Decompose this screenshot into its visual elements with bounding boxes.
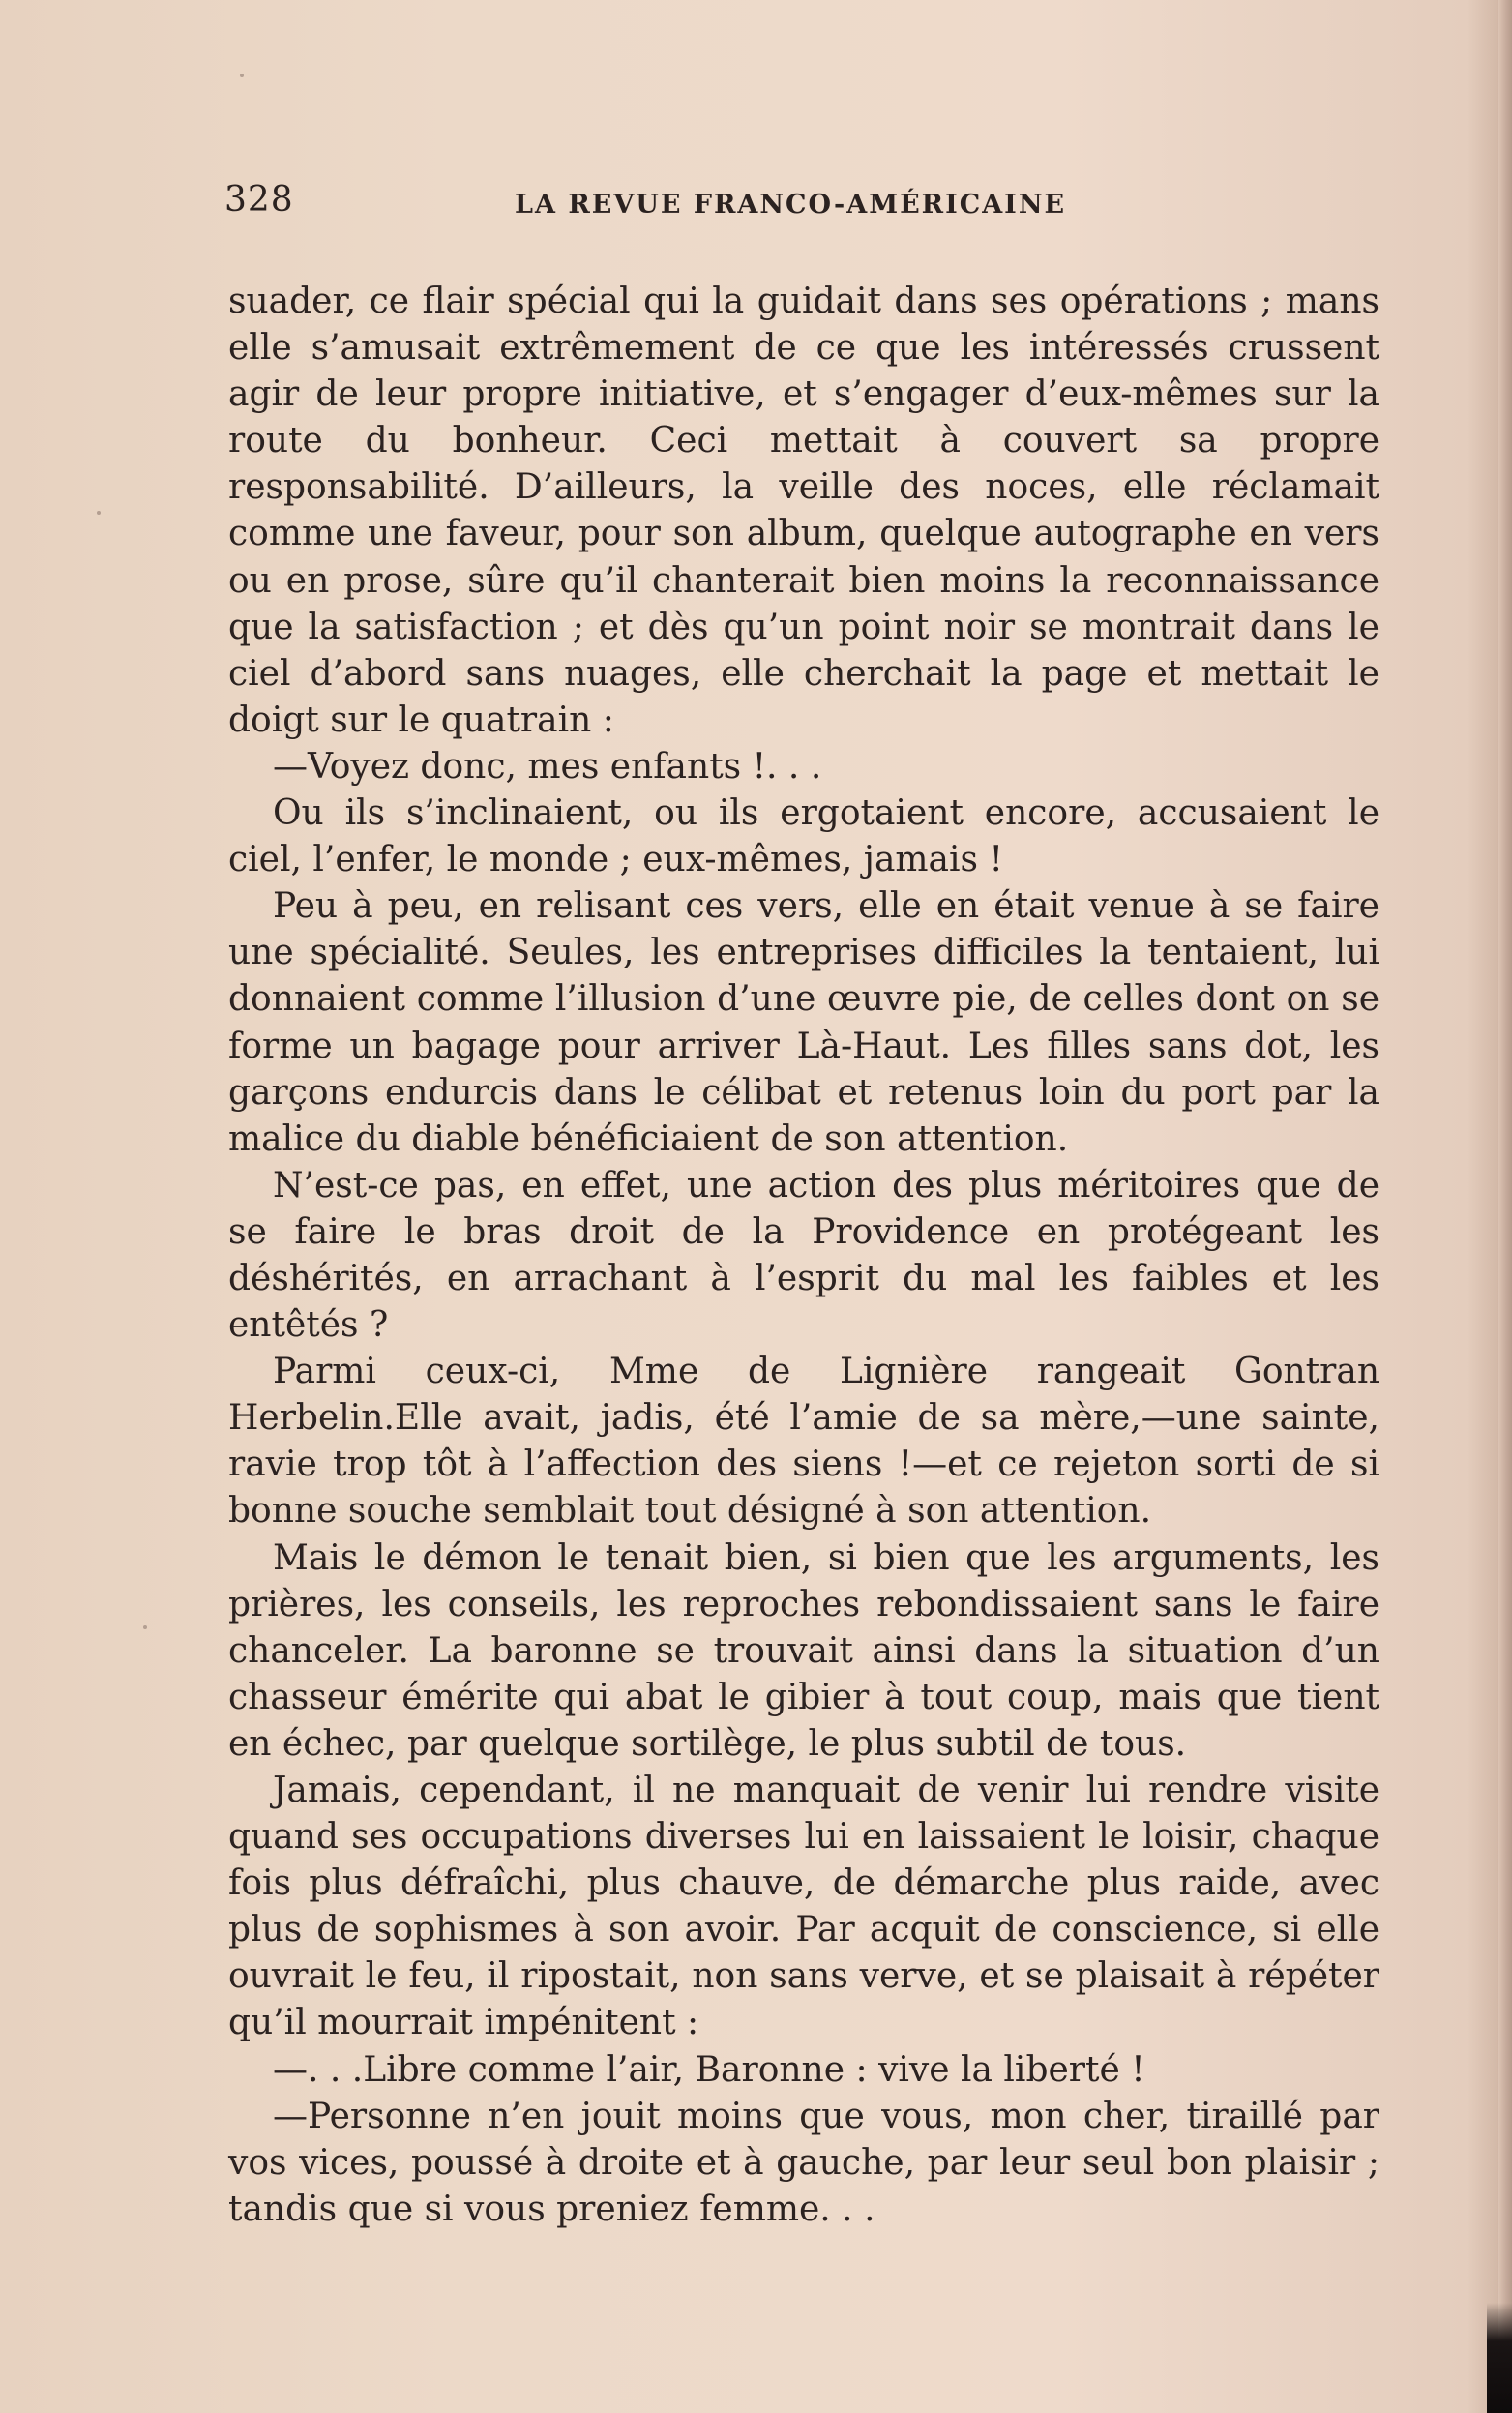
paragraph: Parmi ceux-ci, Mme de Lignière rangeait Gontran Herbelin.Elle avait, jadis, été l’amie de sa mère,—une sainte, ravie trop tôt à l’affection des siens !—et ce rejeton sorti de si bonne souche semblait tout désigné à son attention.: [228, 1352, 1379, 1532]
running-title: LA REVUE FRANCO-AMÉRICAINE: [515, 190, 1067, 220]
page-number: 328: [224, 180, 294, 220]
paragraph: Mais le démon le tenait bien, si bien que les arguments, les prières, les conseils, les reproches rebondissaient sans le faire chanceler. La baronne se trouvait ainsi dans la situation d’un chasseur émérite qui abat le gibier à tout coup, mais que tient en échec, par quelque sortilège, le plus subtil de tous.: [228, 1537, 1379, 1764]
paper-speck: [143, 1625, 147, 1629]
page-header: [224, 180, 1074, 234]
paragraph: Ou ils s’inclinaient, ou ils ergotaient encore, accusaient le ciel, l’enfer, le monde ; eux-mêmes, jamais !: [228, 793, 1379, 880]
page-corner-shadow: [1487, 2303, 1512, 2413]
paragraph: suader, ce flair spécial qui la guidait dans ses opérations ; mans elle s’amusait extrêmement de ce que les intéressés crussent agir de leur propre initiative, et s’engager d’eux-mêmes sur la route du bonheur. Ceci mettait à couvert sa propre responsabilité. D’ailleurs, la veille des noces, elle réclamait comme une faveur, pour son album, quelque autographe en vers ou en prose, sûre qu’il chanterait bien moins la reconnaissance que la satisfaction ; et dès qu’un point noir se montrait dans le ciel d’abord sans nuages, elle cherchait la page et mettait le doigt sur le quatrain :: [228, 282, 1379, 740]
body-text: [228, 279, 1379, 2233]
page-edge-shadow: [1498, 0, 1512, 2413]
paragraph: Peu à peu, en relisant ces vers, elle en était venue à se faire une spécialité. Seules, les entreprises difficiles la tentaient, lui donnaient comme l’illusion d’une œuvre pie, de celles dont on se forme un bagage pour arriver Là-Haut. Les filles sans dot, les garçons endurcis dans le célibat et retenus loin du port par la malice du diable bénéficiaient de son attention.: [228, 886, 1379, 1159]
paragraph: —Voyez donc, mes enfants !. . .: [273, 746, 822, 787]
paragraph: —. . .Libre comme l’air, Baronne : vive la liberté !: [273, 2049, 1145, 2090]
paragraph: N’est-ce pas, en effet, une action des plus méritoires que de se faire le bras droit de la Providence en protégeant les déshérités, en arrachant à l’esprit du mal les faibles et les entêtés ?: [228, 1165, 1379, 1346]
paragraph: —Personne n’en jouit moins que vous, mon cher, tiraillé par vos vices, poussé à droite et à gauche, par leur seul bon plaisir ; tandis que si vous preniez femme. . .: [228, 2096, 1379, 2229]
paper-speck: [240, 74, 244, 77]
paper-speck: [97, 511, 101, 515]
paragraph: Jamais, cependant, il ne manquait de venir lui rendre visite quand ses occupations diverses lui en laissaient le loisir, chaque fois plus défraîchi, plus chauve, de démarche plus raide, avec plus de sophismes à son avoir. Par acquit de conscience, si elle ouvrait le feu, il ripostait, non sans verve, et se plaisait à répéter qu’il mourrait impénitent :: [228, 1771, 1379, 2043]
